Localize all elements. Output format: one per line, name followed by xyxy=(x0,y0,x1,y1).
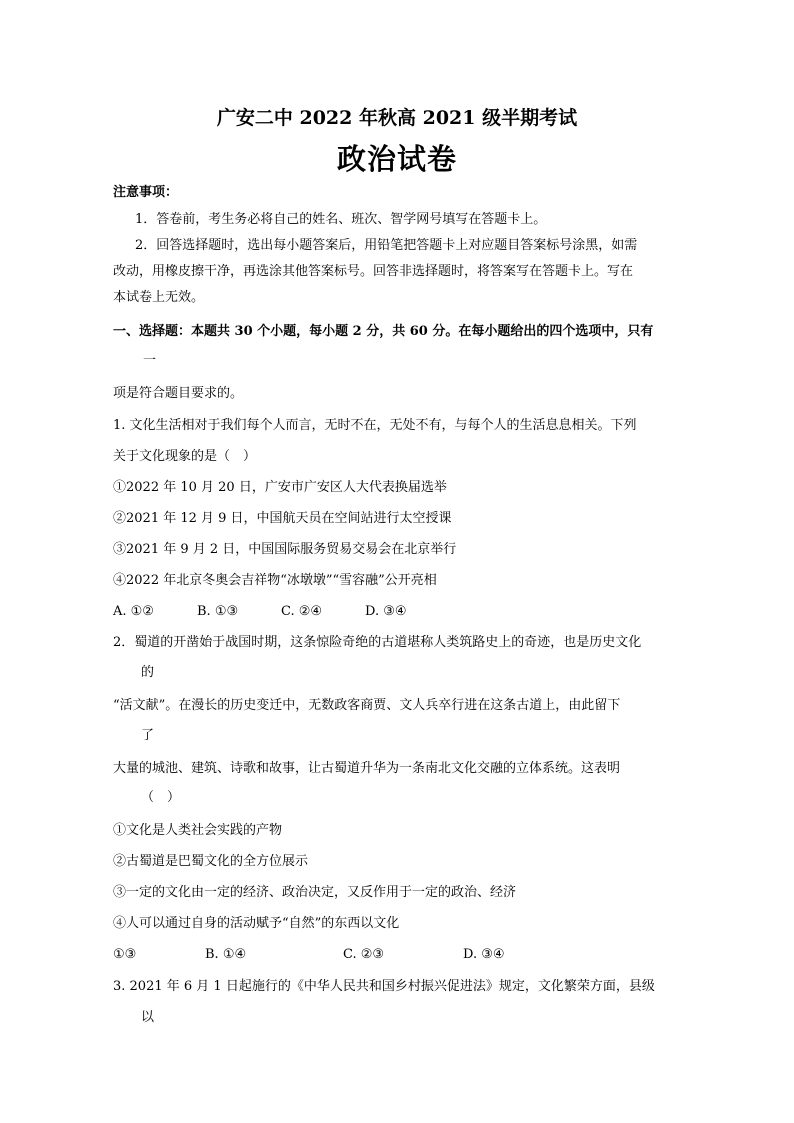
section-heading-line-1: 一、选择题：本题共 30 个小题，每小题 2 分，共 60 分。在每小题给出的四个选项中，只有 xyxy=(113,324,654,339)
q1-choice-b: B. ①③ xyxy=(197,604,239,619)
q2-option-2: ②古蜀道是巴蜀文化的全方位展示 xyxy=(113,854,309,869)
q1-option-1: ①2022 年 10 月 20 日，广安市广安区人大代表换届选举 xyxy=(113,480,447,495)
section-heading-line-3: 项是符合题目要求的。 xyxy=(113,386,244,401)
q1-option-4: ④2022 年北京冬奥会吉祥物“冰墩墩”“雪容融”公开亮相 xyxy=(113,573,437,588)
q2-choices xyxy=(113,946,505,964)
q2-option-1: ①文化是人类社会实践的产物 xyxy=(113,823,283,838)
q2-stem-line-4: 了 xyxy=(141,728,155,743)
q1-choices xyxy=(113,603,407,621)
q3-stem-line-1: 3. 2021 年 6 月 1 日起施行的《中华人民共和国乡村振兴促进法》规定，文化繁荣方面，县级 xyxy=(113,979,655,994)
q2-stem-line-5: 大量的城池、建筑、诗歌和故事，让古蜀道升华为一条南北文化交融的立体系统。这表明 xyxy=(113,761,621,776)
q1-choice-d: D. ③④ xyxy=(365,604,407,619)
notice-item-2-line-2: 改动，用橡皮擦干净，再选涂其他答案标号。回答非选择题时，将答案写在答题卡上。写在 xyxy=(113,264,634,279)
q3-stem-line-2: 以 xyxy=(141,1010,155,1025)
q2-stem-line-1: 2．蜀道的开凿始于战国时期，这条惊险奇绝的古道堪称人类筑路史上的奇迹，也是历史文化 xyxy=(113,635,642,650)
q2-choice-d: D. ③④ xyxy=(463,947,505,962)
q2-stem-line-3: “活文献”。在漫长的历史变迁中，无数政客商贾、文人兵卒行进在这条古道上，由此留下 xyxy=(113,698,621,713)
notice-item-2-line-3: 本试卷上无效。 xyxy=(113,290,205,305)
q2-choice-c: C. ②③ xyxy=(343,947,385,962)
q1-option-2: ②2021 年 12 月 9 日，中国航天员在空间站进行太空授课 xyxy=(113,511,452,526)
notice-item-2-line-1: 2．回答选择题时，选出每小题答案后，用铅笔把答题卡上对应题目答案标号涂黑，如需 xyxy=(135,238,638,253)
q2-choice-b: B. ①④ xyxy=(205,947,247,962)
q2-option-3: ③一定的文化由一定的经济、政治决定，又反作用于一定的政治、经济 xyxy=(113,885,517,900)
exam-title: 广安二中 2022 年秋高 2021 级半期考试 xyxy=(216,107,578,129)
section-heading-line-2: 一 xyxy=(143,353,157,368)
q2-stem-line-2: 的 xyxy=(141,665,155,680)
notice-item-1: 1．答卷前，考生务必将自己的姓名、班次、智学网号填写在答题卡上。 xyxy=(135,212,547,227)
subject-title: 政治试卷 xyxy=(336,142,457,176)
q2-option-4: ④人可以通过自身的活动赋予“自然”的东西以文化 xyxy=(113,916,400,931)
q1-choice-a: A. ①② xyxy=(113,604,154,619)
q1-choice-c: C. ②④ xyxy=(281,604,323,619)
q2-choice-a: ①③ xyxy=(113,947,137,962)
q1-stem-line-1: 1. 文化生活相对于我们每个人而言，无时不在，无处不有，与每个人的生活息息相关。下列 xyxy=(113,418,637,433)
q1-stem-line-2: 关于文化现象的是（ ） xyxy=(113,449,257,464)
notice-heading: 注意事项： xyxy=(113,185,179,200)
q2-stem-line-6: （ ） xyxy=(141,790,181,805)
q1-option-3: ③2021 年 9 月 2 日，中国国际服务贸易交易会在北京举行 xyxy=(113,542,457,557)
